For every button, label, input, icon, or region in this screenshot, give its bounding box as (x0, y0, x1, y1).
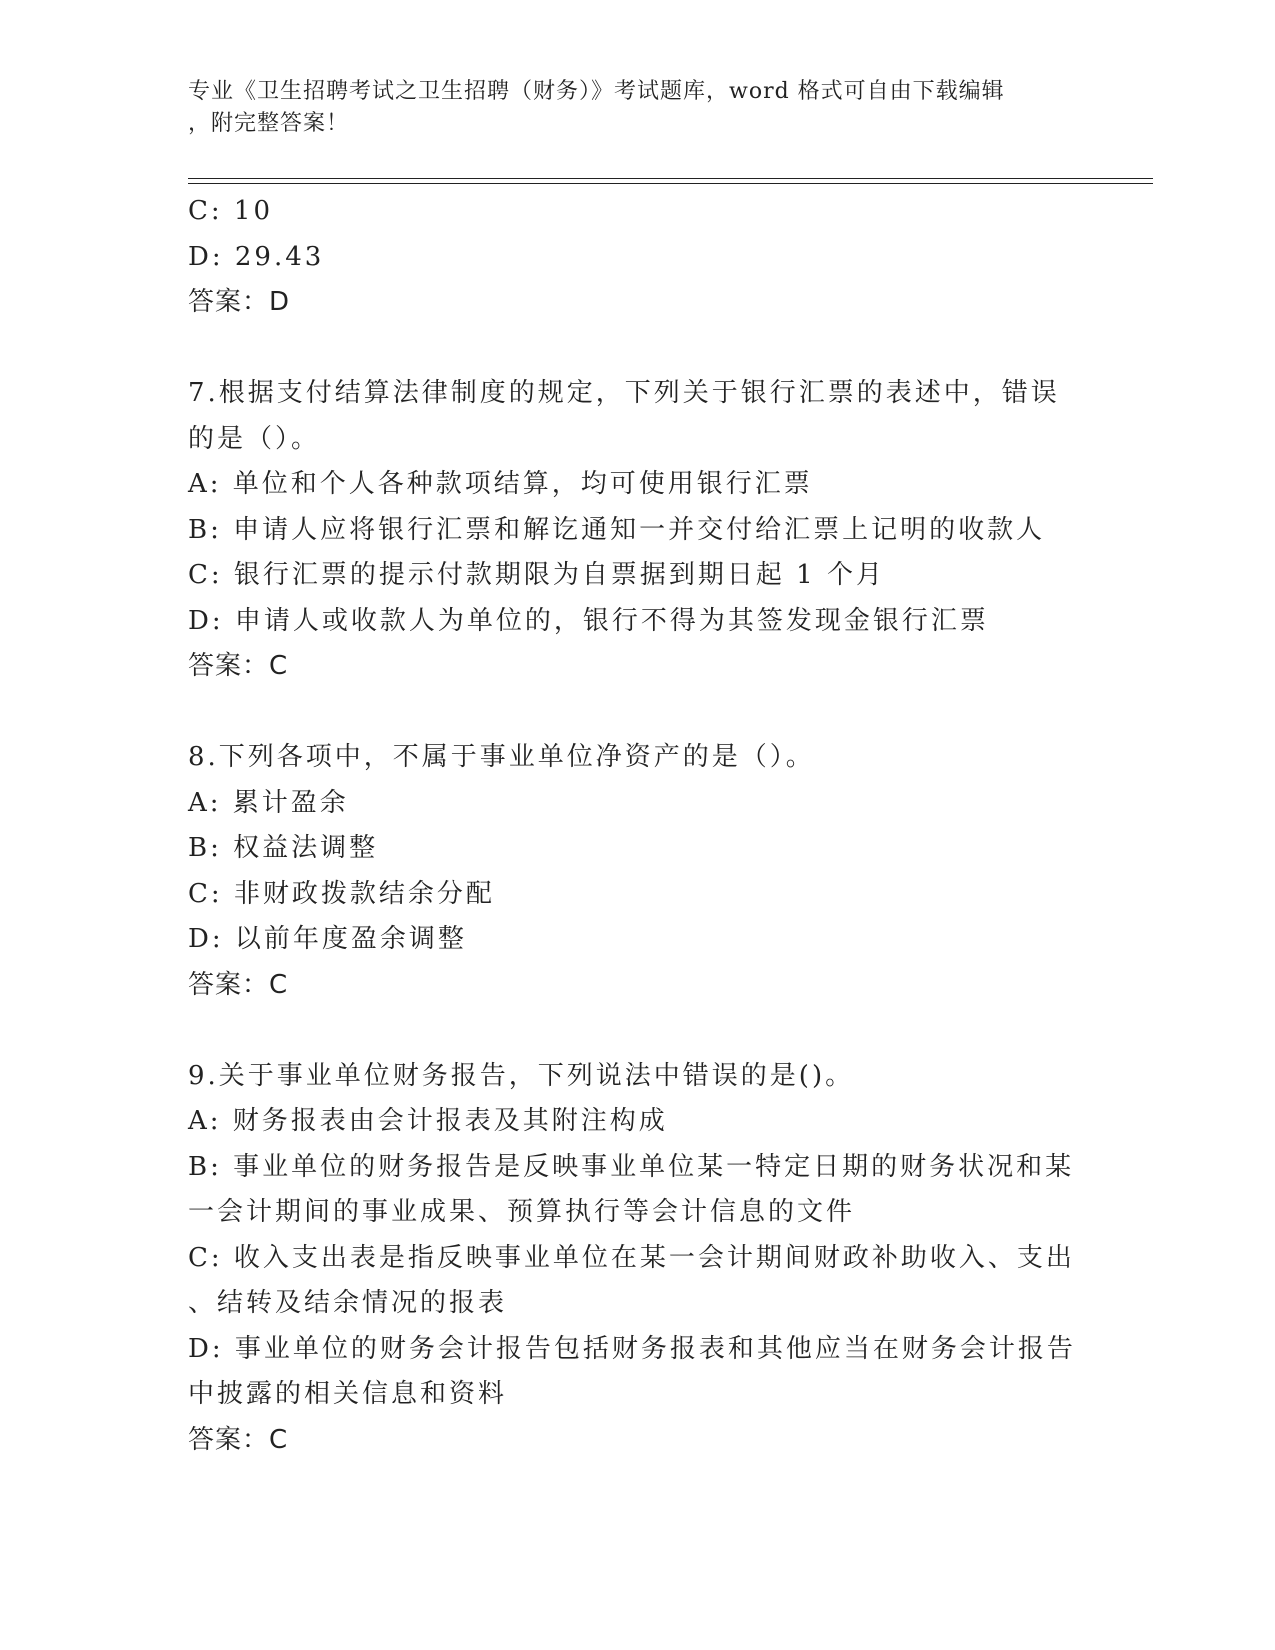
question-8 (188, 735, 1078, 1008)
answer: 答案：D (188, 287, 291, 317)
option-d-cont: 中披露的相关信息和资料 (188, 1379, 508, 1409)
previous-question-tail (188, 189, 1078, 326)
option-b: B: 申请人应将银行汇票和解讫通知一并交付给汇票上记明的收款人 (188, 514, 1046, 545)
question-stem: 8.下列各项中，不属于事业单位净资产的是（）。 (188, 742, 815, 772)
option-a: A: 财务报表由会计报表及其附注构成 (188, 1106, 668, 1136)
question-7 (188, 371, 1078, 690)
option-b-cont: 一会计期间的事业成果、预算执行等会计信息的文件 (188, 1197, 856, 1227)
question-stem-cont: 的是（）。 (188, 423, 321, 454)
spacer (188, 1008, 1078, 1054)
question-stem: 9.关于事业单位财务报告，下列说法中错误的是()。 (188, 1060, 855, 1091)
option-c-cont: 、结转及结余情况的报表 (188, 1288, 508, 1318)
question-stem: 7.根据支付结算法律制度的规定，下列关于银行汇票的表述中，错误 (188, 378, 1060, 408)
document-header (188, 76, 1068, 140)
option-c: C: 非财政拨款结余分配 (188, 878, 495, 909)
option-d: D: 事业单位的财务会计报告包括财务报表和其他应当在财务会计报告 (188, 1333, 1076, 1364)
option-d: D: 29.43 (188, 241, 325, 272)
spacer (188, 690, 1078, 736)
answer: 答案：C (188, 969, 289, 1000)
spacer (188, 326, 1078, 372)
option-c: C: 10 (188, 196, 274, 226)
question-list (188, 189, 1078, 1463)
option-c: C: 银行汇票的提示付款期限为自票据到期日起 1 个月 (188, 560, 885, 590)
option-b: B: 事业单位的财务报告是反映事业单位某一特定日期的财务状况和某 (188, 1151, 1075, 1182)
header-line-2: ，附完整答案！ (188, 111, 350, 136)
answer: 答案：C (188, 651, 289, 681)
answer: 答案：C (188, 1424, 289, 1455)
header-rule-top (188, 178, 1153, 179)
option-d: D: 申请人或收款人为单位的，银行不得为其签发现金银行汇票 (188, 605, 989, 636)
option-a: A: 累计盈余 (188, 787, 349, 818)
header-line-1: 专业《卫生招聘考试之卫生招聘（财务）》考试题库，word 格式可自由下载编辑 (188, 79, 1005, 104)
option-a: A: 单位和个人各种款项结算，均可使用银行汇票 (188, 469, 813, 499)
option-d: D: 以前年度盈余调整 (188, 924, 467, 954)
option-b: B: 权益法调整 (188, 833, 379, 863)
header-rule-bottom (188, 183, 1153, 184)
question-9 (188, 1054, 1078, 1464)
option-c: C: 收入支出表是指反映事业单位在某一会计期间财政补助收入、支出 (188, 1242, 1075, 1273)
